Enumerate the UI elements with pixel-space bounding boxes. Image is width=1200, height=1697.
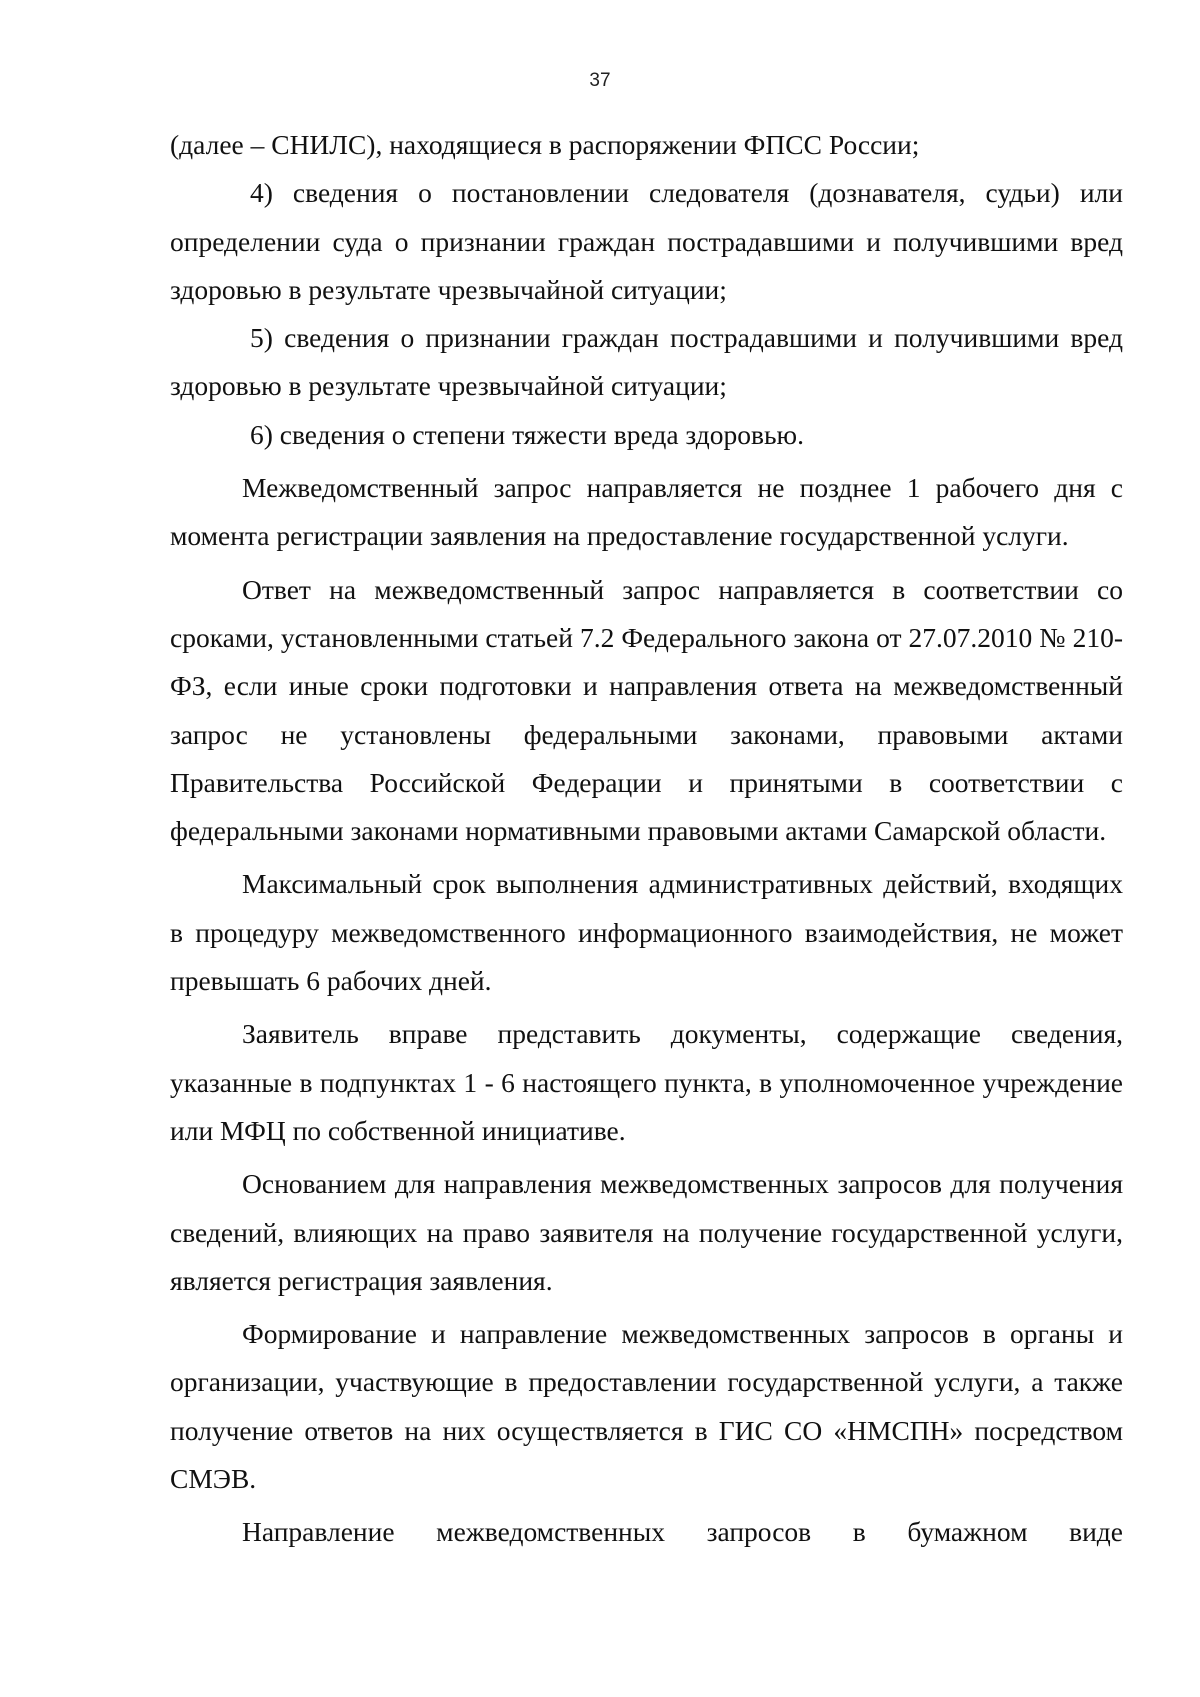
page-number: 37 [589, 70, 611, 91]
paragraph-smev: Формирование и направление межведомственных запросов в органы и организации, участвующие в предоставлении государственной услуги, а также получение ответов на них осуществляется в ГИС СО «НМСПН» посредством СМЭВ. [170, 1318, 1123, 1495]
paragraph-response-terms: Ответ на межведомственный запрос направляется в соответствии со сроками, установленными статьей 7.2 Федерального закона от 27.07.2010 № 210-ФЗ, если иные сроки подготовки и направления ответа на межведомственный запрос не установлены федеральными законами, правовыми актами Правительства Российской Федерации и принятыми в соответствии с федеральными законами нормативными правовыми актами Самарской области. [170, 573, 1123, 847]
paragraph-applicant-right: Заявитель вправе представить документы, содержащие сведения, указанные в подпунктах 1 - 6 настоящего пункта, в уполномоченное учреждение или МФЦ по собственной инициативе. [170, 1018, 1123, 1146]
paragraph-basis: Основанием для направления межведомственных запросов для получения сведений, влияющих на право заявителя на получение государственной услуги, является регистрация заявления. [170, 1168, 1123, 1296]
paragraph-paper-requests: Направление межведомственных запросов в бумажном виде [242, 1516, 1123, 1548]
list-item-5: 5) сведения о признании граждан пострадавшими и получившими вред здоровью в результате чрезвычайной ситуации; [170, 322, 1123, 402]
document-body [170, 121, 1123, 1557]
list-item-6: 6) сведения о степени тяжести вреда здоровью. [250, 418, 804, 450]
list-item-4: 4) сведения о постановлении следователя (дознавателя, судьи) или определении суда о признании граждан пострадавшими и получившими вред здоровью в результате чрезвычайной ситуации; [170, 177, 1123, 305]
paragraph-max-duration: Максимальный срок выполнения административных действий, входящих в процедуру межведомственного информационного взаимодействия, не может превышать 6 рабочих дней. [170, 868, 1123, 997]
paragraph-request-deadline: Межведомственный запрос направляется не позднее 1 рабочего дня с момента регистрации заявления на предоставление государственной услуги. [170, 472, 1123, 552]
paragraph-snils: (далее – СНИЛС), находящиеся в распоряжении ФПСС России; [170, 129, 920, 160]
